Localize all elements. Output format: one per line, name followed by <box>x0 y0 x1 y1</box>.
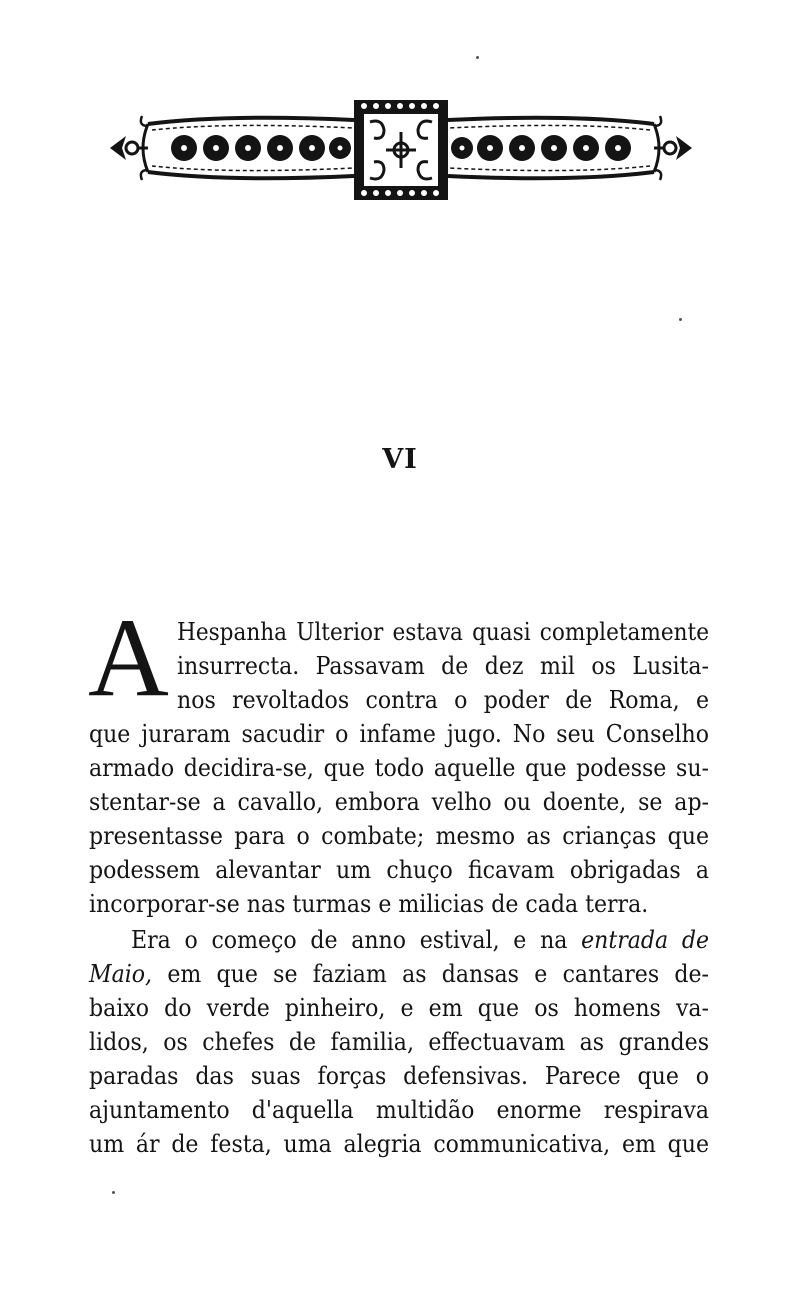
text-line: paradas das suas forças defensivas. Parece que o <box>89 1061 709 1090</box>
text-line: podessem alevantar um chuço ficavam obrigadas a <box>89 855 709 884</box>
drop-cap: A <box>88 596 169 720</box>
italic-phrase: entrada de <box>581 925 709 954</box>
text-line: que juraram sacudir o infame jugo. No seu Conselho <box>89 719 709 748</box>
text-line: incorporar-se nas turmas e milicias de cada terra. <box>89 889 649 918</box>
italic-phrase: Maio, <box>89 959 153 988</box>
text-run: Era o começo de anno estival, e na <box>131 925 582 954</box>
left-band <box>143 118 354 179</box>
text-line: nos revoltados contra o poder de Roma, e <box>177 685 709 714</box>
text-line <box>89 957 709 991</box>
text-line <box>131 923 709 957</box>
headpiece-ornament <box>108 96 694 204</box>
text-run: em que se faziam as dansas e cantares de- <box>152 959 709 988</box>
right-band <box>448 118 659 179</box>
scan-speck <box>679 318 682 321</box>
text-line: baixo do verde pinheiro, e em que os homens va- <box>89 993 709 1022</box>
text-line: ajuntamento d'aquella multidão enorme respirava <box>89 1095 709 1124</box>
text-line: Hespanha Ulterior estava quasi completamente <box>177 618 709 646</box>
text-line: presentasse para o combate; mesmo as crianças que <box>89 821 709 850</box>
scan-speck <box>112 1191 115 1194</box>
chapter-number: VI <box>382 444 418 475</box>
text-line: armado decidira-se, que todo aquelle que podesse su- <box>89 753 709 782</box>
text-line: um ár de festa, uma alegria communicativa, em que <box>89 1129 709 1158</box>
center-medallion-icon <box>354 100 448 200</box>
text-line: stentar-se a cavallo, embora velho ou doente, se ap- <box>89 787 709 816</box>
scan-speck <box>476 56 479 59</box>
text-line: lidos, os chefes de familia, effectuavam as grandes <box>89 1027 709 1056</box>
text-line: insurrecta. Passavam de dez mil os Lusita- <box>177 651 709 680</box>
